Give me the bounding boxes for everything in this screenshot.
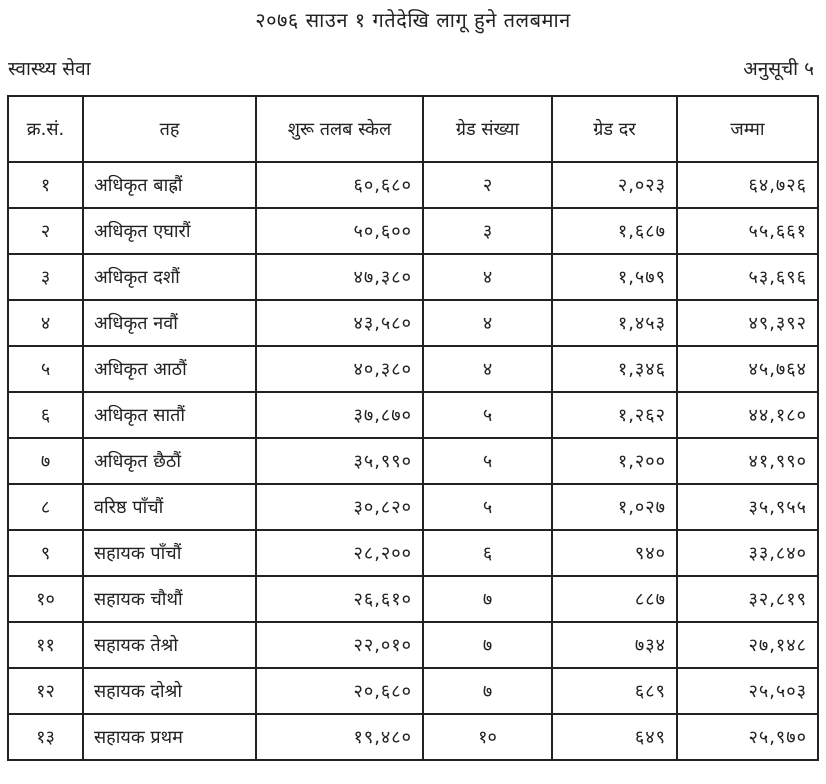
row-total: ५३,६९६ bbox=[677, 254, 818, 300]
row-start-scale: २०,६८० bbox=[256, 668, 423, 714]
row-start-scale: ३७,८७० bbox=[256, 392, 423, 438]
row-sn: ७ bbox=[8, 438, 83, 484]
row-grade-count: ४ bbox=[423, 254, 552, 300]
row-sn: ३ bbox=[8, 254, 83, 300]
row-start-scale: ३०,८२० bbox=[256, 484, 423, 530]
row-grade-rate: ७३४ bbox=[552, 622, 677, 668]
row-total: २५,५०३ bbox=[677, 668, 818, 714]
service-name: स्वास्थ्य सेवा bbox=[8, 58, 91, 80]
row-grade-rate: ९४० bbox=[552, 530, 677, 576]
row-level: सहायक दोश्रो bbox=[83, 668, 256, 714]
row-total: ४१,९९० bbox=[677, 438, 818, 484]
table-row bbox=[8, 300, 818, 346]
row-grade-count: ६ bbox=[423, 530, 552, 576]
header-sn: क्र.सं. bbox=[8, 96, 83, 162]
row-total: २७,१४८ bbox=[677, 622, 818, 668]
row-sn: १ bbox=[8, 162, 83, 208]
row-level: अधिकृत छैठौं bbox=[83, 438, 256, 484]
row-grade-count: ४ bbox=[423, 300, 552, 346]
table-row bbox=[8, 484, 818, 530]
header-grade-rate: ग्रेड दर bbox=[552, 96, 677, 162]
header-grade-count: ग्रेड संख्या bbox=[423, 96, 552, 162]
row-sn: ११ bbox=[8, 622, 83, 668]
row-grade-rate: ६८९ bbox=[552, 668, 677, 714]
row-total: ३५,९५५ bbox=[677, 484, 818, 530]
row-sn: ६ bbox=[8, 392, 83, 438]
row-grade-count: १० bbox=[423, 714, 552, 760]
row-sn: ९ bbox=[8, 530, 83, 576]
row-total: ५५,६६१ bbox=[677, 208, 818, 254]
header-total: जम्मा bbox=[677, 96, 818, 162]
table-row bbox=[8, 714, 818, 760]
row-grade-count: ५ bbox=[423, 392, 552, 438]
row-total: ४५,७६४ bbox=[677, 346, 818, 392]
row-level: सहायक पाँचौं bbox=[83, 530, 256, 576]
row-grade-count: ३ bbox=[423, 208, 552, 254]
header-start-scale: शुरू तलब स्केल bbox=[256, 96, 423, 162]
row-grade-count: ७ bbox=[423, 576, 552, 622]
row-level: अधिकृत नवौं bbox=[83, 300, 256, 346]
row-sn: ५ bbox=[8, 346, 83, 392]
row-grade-rate: ८८७ bbox=[552, 576, 677, 622]
table-row bbox=[8, 668, 818, 714]
row-start-scale: ६०,६८० bbox=[256, 162, 423, 208]
row-grade-count: ५ bbox=[423, 484, 552, 530]
row-total: २५,९७० bbox=[677, 714, 818, 760]
row-grade-rate: २,०२३ bbox=[552, 162, 677, 208]
row-grade-rate: १,६८७ bbox=[552, 208, 677, 254]
row-grade-count: ७ bbox=[423, 668, 552, 714]
row-sn: ८ bbox=[8, 484, 83, 530]
row-start-scale: ४७,३८० bbox=[256, 254, 423, 300]
row-total: ४४,१८० bbox=[677, 392, 818, 438]
schedule-label: अनुसूची ५ bbox=[743, 58, 814, 80]
table-header-row bbox=[8, 96, 818, 162]
row-start-scale: ४३,५८० bbox=[256, 300, 423, 346]
row-level: अधिकृत एघारौं bbox=[83, 208, 256, 254]
row-level: अधिकृत दशौं bbox=[83, 254, 256, 300]
salary-table bbox=[7, 95, 819, 761]
row-total: ६४,७२६ bbox=[677, 162, 818, 208]
document-title: २०७६ साउन १ गतेदेखि लागू हुने तलबमान bbox=[255, 8, 571, 32]
row-total: ४९,३९२ bbox=[677, 300, 818, 346]
row-level: अधिकृत बाह्रौं bbox=[83, 162, 256, 208]
row-start-scale: १९,४८० bbox=[256, 714, 423, 760]
row-start-scale: २२,०१० bbox=[256, 622, 423, 668]
row-level: वरिष्ठ पाँचौं bbox=[83, 484, 256, 530]
row-grade-rate: ६४९ bbox=[552, 714, 677, 760]
row-start-scale: ३५,९९० bbox=[256, 438, 423, 484]
table-row bbox=[8, 576, 818, 622]
row-sn: १० bbox=[8, 576, 83, 622]
header-level: तह bbox=[83, 96, 256, 162]
row-total: ३३,८४० bbox=[677, 530, 818, 576]
row-level: सहायक चौथौं bbox=[83, 576, 256, 622]
row-grade-rate: १,४५३ bbox=[552, 300, 677, 346]
row-level: अधिकृत आठौं bbox=[83, 346, 256, 392]
row-grade-rate: १,५७९ bbox=[552, 254, 677, 300]
row-grade-rate: १,०२७ bbox=[552, 484, 677, 530]
row-sn: १२ bbox=[8, 668, 83, 714]
row-start-scale: ४०,३८० bbox=[256, 346, 423, 392]
row-total: ३२,८१९ bbox=[677, 576, 818, 622]
table-row bbox=[8, 254, 818, 300]
table-row bbox=[8, 346, 818, 392]
row-start-scale: ५०,६०० bbox=[256, 208, 423, 254]
row-sn: १३ bbox=[8, 714, 83, 760]
row-grade-count: ४ bbox=[423, 346, 552, 392]
table-row bbox=[8, 208, 818, 254]
row-sn: ४ bbox=[8, 300, 83, 346]
row-level: सहायक तेश्रो bbox=[83, 622, 256, 668]
row-grade-rate: १,२६२ bbox=[552, 392, 677, 438]
table-row bbox=[8, 392, 818, 438]
row-start-scale: २८,२०० bbox=[256, 530, 423, 576]
table-row bbox=[8, 162, 818, 208]
row-start-scale: २६,६१० bbox=[256, 576, 423, 622]
row-level: अधिकृत सातौं bbox=[83, 392, 256, 438]
row-grade-rate: १,२०० bbox=[552, 438, 677, 484]
row-grade-count: २ bbox=[423, 162, 552, 208]
row-grade-count: ७ bbox=[423, 622, 552, 668]
table-row bbox=[8, 438, 818, 484]
row-level: सहायक प्रथम bbox=[83, 714, 256, 760]
table-row bbox=[8, 622, 818, 668]
table-row bbox=[8, 530, 818, 576]
row-grade-count: ५ bbox=[423, 438, 552, 484]
row-grade-rate: १,३४६ bbox=[552, 346, 677, 392]
row-sn: २ bbox=[8, 208, 83, 254]
